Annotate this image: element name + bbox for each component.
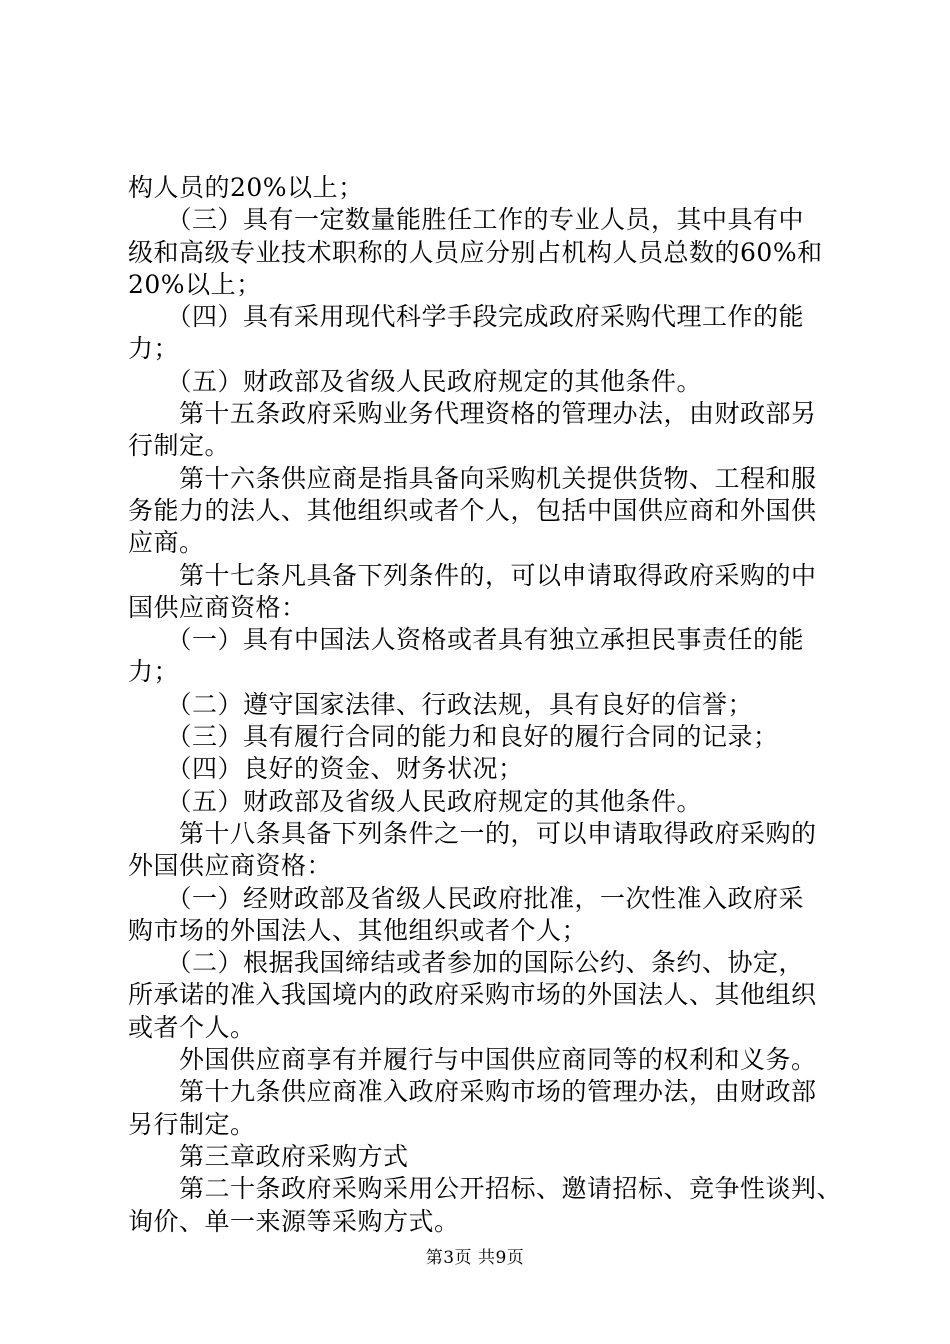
body-text xyxy=(128,172,843,1238)
text-line: （二）遵守国家法律、行政法规，具有良好的信誉； xyxy=(128,689,754,719)
text-line: （五）财政部及省级人民政府规定的其他条件。 xyxy=(128,786,703,816)
text-line: （三）具有一定数量能胜任工作的专业人员，其中具有中 xyxy=(128,205,805,235)
text-line: （四）良好的资金、财务状况； xyxy=(128,754,524,784)
text-line: 务能力的法人、其他组织或者个人，包括中国供应商和外国供 xyxy=(128,495,817,525)
text-line: （一）经财政部及省级人民政府批准，一次性准入政府采 xyxy=(128,883,805,913)
text-line: （一）具有中国法人资格或者具有独立承担民事责任的能 xyxy=(128,625,805,655)
text-line: 构人员的20%以上； xyxy=(128,173,364,202)
text-line: 第三章政府采购方式 xyxy=(128,1141,409,1171)
text-line: （五）财政部及省级人民政府规定的其他条件。 xyxy=(128,366,703,396)
text-line: 力； xyxy=(128,334,180,364)
text-line: 应商。 xyxy=(128,528,205,558)
text-line: （四）具有采用现代科学手段完成政府采购代理工作的能 xyxy=(128,302,805,332)
text-line: 行制定。 xyxy=(128,431,231,461)
text-line: 询价、单一来源等采购方式。 xyxy=(128,1206,460,1236)
text-line: 第二十条政府采购采用公开招标、邀请招标、竞争性谈判、 xyxy=(128,1174,843,1204)
text-line: 第十八条具备下列条件之一的，可以申请取得政府采购的 xyxy=(128,818,817,848)
text-line: 级和高级专业技术职称的人员应分别占机构人员总数的60%和 xyxy=(128,237,823,267)
text-line: 第十七条凡具备下列条件的，可以申请取得政府采购的中 xyxy=(128,560,817,590)
text-line: 力； xyxy=(128,657,180,687)
text-line: 第十九条供应商准入政府采购市场的管理办法，由财政部 xyxy=(128,1077,817,1107)
text-line: （三）具有履行合同的能力和良好的履行合同的记录； xyxy=(128,722,779,752)
text-line: 外国供应商享有并履行与中国供应商同等的权利和义务。 xyxy=(128,1045,817,1075)
text-line: （二）根据我国缔结或者参加的国际公约、条约、协定， xyxy=(128,948,805,978)
text-line: 20%以上； xyxy=(128,269,262,299)
text-line: 第十六条供应商是指具备向采购机关提供货物、工程和服 xyxy=(128,463,817,493)
text-line: 所承诺的准入我国境内的政府采购市场的外国法人、其他组织 xyxy=(128,980,817,1010)
text-line: 或者个人。 xyxy=(128,1012,256,1042)
text-line: 另行制定。 xyxy=(128,1109,256,1139)
page-number-footer: 第3页 共9页 xyxy=(425,1248,525,1268)
text-line: 第十五条政府采购业务代理资格的管理办法，由财政部另 xyxy=(128,399,817,429)
text-line: 国供应商资格： xyxy=(128,592,307,622)
text-line: 外国供应商资格： xyxy=(128,851,333,881)
text-line: 购市场的外国法人、其他组织或者个人； xyxy=(128,915,588,945)
